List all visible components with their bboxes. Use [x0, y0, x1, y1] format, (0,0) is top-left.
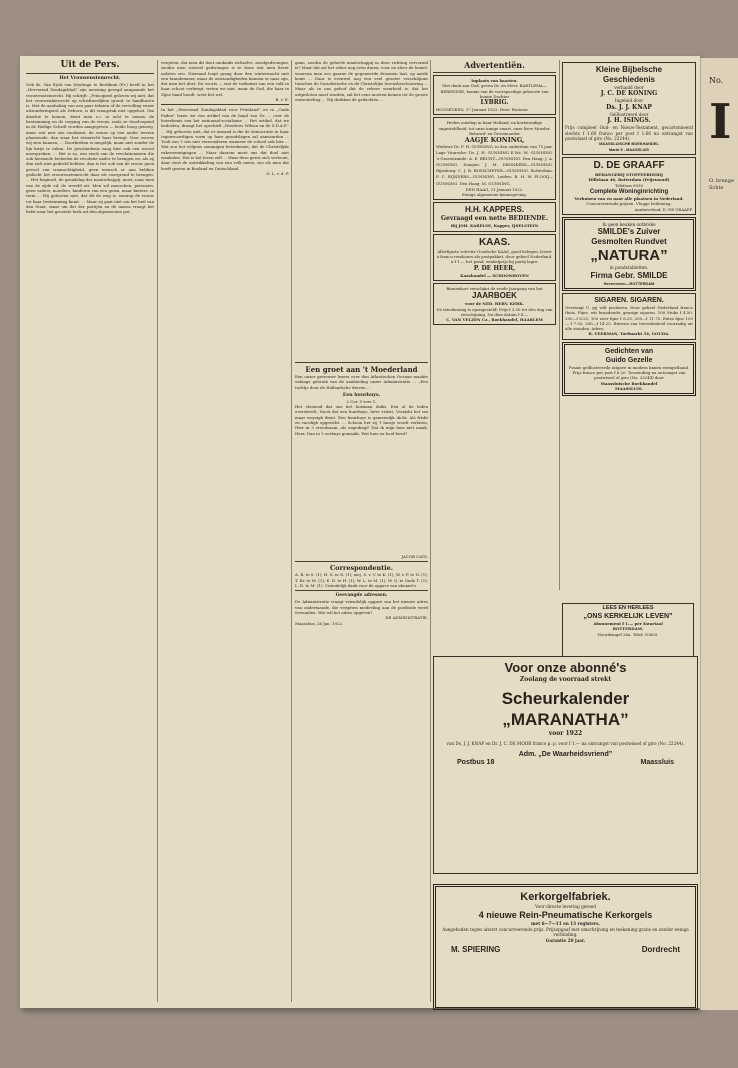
gezelle-ad: [562, 342, 696, 396]
ad-title: KAAS.: [478, 236, 511, 248]
next-page-fragment: O, brenge Schte: [709, 178, 734, 191]
advertisements-heading: Advertentiën.: [464, 60, 525, 70]
ad-city: ROTTERDAM.: [612, 626, 644, 632]
kerkelijk-leven-ad: [562, 603, 694, 657]
divider: [26, 73, 154, 74]
ad-year: voor 1922: [548, 730, 583, 737]
announcement-date: DEN HAAG, 21 Januari 1922.: [465, 186, 524, 192]
next-page-fragment: I: [709, 94, 732, 150]
ad-title: Kerkorgelfabriek.: [520, 891, 611, 903]
column-divider: [430, 60, 431, 1002]
ad-title: LEES EN HERLEES: [602, 605, 654, 611]
column-divider: [559, 60, 560, 590]
section-title: Uit de Pers.: [60, 60, 120, 70]
poem-title: Een huurhuys.: [342, 392, 381, 398]
announcement-name: LYBRIG.: [480, 99, 509, 107]
article-body: In het „Hervormd Zondagsblad voor Friesland” en in „Oude Paden” lezen we een artikel van de hand van Dr. ... over de beteekenis van het nationaal-socialisme ... Het artikel, dat we bedoelen, draagt het opschrift „Woodrow Wilson en de S.D.A.P.” ... Wij gelooven niet, dat er iemand is die de democratie in haar tegenwoordigen vorm op hare grondslagen zal aanvaarden ... Tooh zou 't ons niet verwonderen wanneer de school ook hier ... Wat zou het volgens sommigen beteekenen, dat de Christelijke vakvereenigingen ... Maar daarom moet ons dat doel niet wankelen. Het is het leven zelf ... Waar deze geest zich vertoont, daar stort de ontwikkeling van een volk ineen, zoo als men dat heeft gezien in Rusland en Duitschland.: [161, 107, 289, 171]
ad-shop: MAASSLUISCHE BOEKHANDEL: [599, 141, 659, 147]
announcement-note: Eenige algemeene kennisgeving.: [462, 192, 527, 198]
ad-publisher: C. VAN VELZEN Cz., Boekhandel, HAARLEM: [446, 317, 543, 323]
divider: [433, 72, 556, 73]
poem-body: Het vloeiend dat ons het huisman duikt, Een al de leden overstreelt. Nooit dat een huurhuys, lieve vrient, Veraisht het om maar weyzigh dient. Een huurhuys is gemeenlijk dicht, Als frisht en vaceligh opgericht. ... Schoon het zij 't huisje wordt verlaten, Hier in 't vreedsaam, als ongedingt! Dat ik mijn huis niet maak, Heer, Dan in 't oerhuys gemaakt, Wat huis en hoof besit?: [295, 404, 428, 436]
next-page-fragment: No.: [709, 76, 724, 85]
ad-firm: Firma Gebr. SMILDE: [590, 270, 668, 280]
article-title: Een groet aan 't Moederland: [305, 365, 418, 374]
ad-name: H.H. KAPPERS.: [464, 205, 525, 215]
ad-title: SIGAREN. SIGAREN.: [594, 296, 664, 304]
notice-title: Geevangde adressen.: [335, 593, 388, 599]
ad-by: verhaald door: [614, 85, 644, 90]
correspondence-title: Correspondentie.: [329, 564, 394, 573]
ad-address: Hillelaan 46, Rotterdam (Feijenoord): [588, 177, 670, 183]
ad-product-name: „MARANATHA”: [502, 710, 629, 729]
de-graaff-ad: [562, 157, 696, 215]
ad-author: Ds. J. J. KNAP: [606, 103, 652, 111]
ad-trade: BEHANGERIJ STOFFEERDERIJ: [594, 172, 664, 178]
ad-guarantee: Garantie 20 jaar.: [545, 937, 586, 943]
newspaper-page: [20, 56, 700, 1008]
notice-date: Maassluis, 26 Jan. 1922.: [295, 620, 344, 626]
correspondence-body: A. B. te S. (1); H. S. te N. (1); mej. S. v. V. te K. (1); W. v. P. te N. (1); T. Kr. te M. (1); E. D. te H. (1); W. L. te M. (1); W. Q. te Oude T. (1); L. R. te M. (1). Vriendelijk dank voor de opgave van abonné's.: [295, 572, 428, 589]
ad-illustrator: J. H. ISINGS.: [607, 117, 651, 125]
ad-address: Bij JOH. KARELSE, Kapper, IJSELSTEIN: [450, 223, 539, 229]
poem-signature: JACOB CATS.: [401, 554, 428, 560]
ad-title-2: Guido Gezelle: [605, 356, 653, 364]
ad-body: Overtuigt U, gij wilt proberen. Door geheel Nederland franco thuis. Fijne, wit brandende, geurige sigaren. 100 Stuks f 4.50, 200—f 8.25, 100 zeer fijne f 6.25, 200—f 11.75. Extra fijne 100 — f 7.50, 200—f 14.25. Brieven van tevredenheid voorradig uit alle standen. Adres:: [565, 304, 693, 332]
ad-price: Abonnement f 1.— per Kwartaal: [593, 621, 663, 626]
ad-body: Allerfijnste volvette Goudsche KAAS, goed belegen, levert à franco rembours als postpakket, door geheel Nederland, à f 1.— het pond, winkelprijs bij partij lager.: [436, 248, 553, 265]
ad-city: Heerenveen—ROTTERDAM: [603, 280, 655, 286]
ad-address: Kaashandel — SCHOONHOVEN: [460, 272, 529, 278]
poem-reference: 2 Cor. 5 vers 1.: [346, 398, 377, 404]
kappers-ad: [433, 202, 556, 231]
spacer: [562, 658, 694, 662]
announcement-name: AAGJE KONING,: [464, 136, 525, 145]
ad-title: Kleine Bijbelsche: [595, 65, 663, 74]
ad-main: 4 nieuwe Rein-Pneumatische Kerkorgels: [478, 910, 653, 921]
ad-subtitle: Gesmolten Rundvet: [591, 237, 667, 247]
ad-subtitle: Zoolang de voorraad strekt: [519, 676, 612, 683]
divider: [161, 104, 289, 105]
ad-name: D. DE GRAAFF: [593, 160, 665, 172]
ad-signature: Aanbevelend, D. DE GRAAFF.: [634, 206, 693, 212]
ad-name: M. SPIERING: [451, 945, 501, 955]
column-divider: [291, 60, 292, 1002]
column-advertisements-right: [562, 60, 696, 600]
article-signature: B. v. E.: [275, 97, 289, 103]
ad-city: Maassluis: [640, 759, 674, 767]
announcement-body: Met dank aan God, geven Dr. en Mevr. BARTLEMA—BERENDSE, kennis van de voorspoedige geboorte van hunne Dochter: [440, 83, 549, 99]
ad-title-2: Geschiedenis: [602, 75, 656, 84]
natura-ad: [562, 217, 696, 291]
ad-name: „ONS KERKELIJK LEVEN”: [583, 613, 673, 620]
divider: [295, 590, 428, 591]
announcement-families: Lage Vuursche: Ds. J. H. GUNNING E.Wz. M. GUNNING. 's-Gravenzande: A. E. BRUNT—GUNNING. Den Haag: J. A. GUNNING. Dongen: J. M. DRONKERS—GUNNING. Rijnsburg: C. J. B. BOSSCHETER—GUNNING. Rotterdam: F. C. RIJNDERS—GUNNING. Leiden: B. H. W. PLOOIJ—GUNNING. Den Haag: M. GUNNING.: [436, 149, 553, 186]
ad-phone: Telefoon 9930: [615, 182, 643, 188]
ad-body: Fraaie geïllustreerde uitgave in modern linnen stempelband. Prijs franco per post f 6.20. Toezending na ontvangst van postwissel of giro (No. 22244) door: [568, 364, 690, 381]
ad-signature-row: [439, 945, 692, 954]
ad-city: Dordrecht: [641, 945, 680, 955]
ad-intro: Voor directe levering gereed: [535, 904, 596, 909]
article-subtitle: Het Vrouwenstemrecht.: [59, 76, 121, 81]
jaarboek-ad: [433, 283, 556, 325]
ad-body: Verhuizen van en naar alle plaatsen in Nederland.: [574, 195, 684, 201]
ad-pack: in pondstabletten.: [609, 265, 649, 271]
ad-subtitle: voor de NED. HERV. KERK.: [465, 301, 524, 307]
ad-extra: Concurreerende prijzen. Vlugge bediening.: [586, 201, 672, 207]
kerkorgel-ad: [433, 884, 698, 1010]
announcement-title: Inplaats van kaarten.: [471, 78, 518, 83]
ad-body: Gevraagd een nette BEDIENDE.: [440, 215, 549, 223]
ad-address: R. VEERMAN, Turfmarkt 54, GOUDA.: [588, 331, 670, 337]
announcement-sub: Weduwe Dr. F. H. GUNNING, in den ouderdom van 75 jaar.: [436, 144, 553, 150]
ad-illustrator-label: Geïllustreerd door: [609, 111, 649, 117]
ad-body: Aangeboden tegen uiterst concurreerende prijs. Prijsopgaaf met omschrijving en teekening gratis en zonder eenige verbinding.: [442, 926, 689, 938]
ad-intro: In geen keuken ontbreke: [602, 221, 656, 227]
notice-body: De Administratie vraagt vriendelijk opgave van het nieuwe adres van ondertaande, die vergeten medeeling aan de postbode werd verzonden. Wie wil het adres opgeven?: [295, 599, 428, 615]
article-signature: G. L. v. d. P.: [266, 170, 289, 176]
ad-brand: SMILDE's Zuiver: [597, 227, 661, 237]
ad-body: van Ds. J. J. KNAP en Dr. J. C. DE MOOR franco p. p. voor f 1.— na ontvangst van postwissel of giro (No. 22244).: [446, 741, 685, 746]
announcement-place: HOOGEVEEN, 17 Januari 1922. Herv. Pastorie.: [436, 107, 530, 113]
ad-spec: met 6—7—11 en 13 registers.: [531, 921, 600, 927]
ad-price: Prijs compleet Oud- en Nieuw-Testament, gecartonneerd slechts f 1.60 franco per post f 1.66 na ontvangst van postwissel of giro (No. 22244).: [565, 125, 693, 142]
ad-title: JAARBOEK: [472, 291, 517, 301]
ad-postbus: Postbus 18: [457, 759, 495, 767]
column-divider: [157, 60, 158, 1002]
bijbelsche-geschiedenis-ad: [562, 62, 696, 155]
divider: [295, 362, 428, 363]
ad-product: Scheurkalender: [501, 689, 630, 708]
death-announcement: [433, 117, 556, 200]
article-body: gaan, zoodra de geheele maatschappij in deze richting vervormd is? Maar dat zal het zeker nog even duren, voor en aleer de hemel, waarvan men zoo gaarne de gegeneerde droomen laat, op aarde komt ... Daar is evenwel nog een veel grooter verschilpunt tusschen de Socialistische en de Christelijke levensbeschouwing ... Maar als in ons geloof dat de zekere waarheid is, dat het uitgesloten moet worden, zal het eens moeten komen tot de groote omwenteling ... Wij drukken de gedachten ...: [295, 60, 428, 103]
maranatha-ad: [433, 656, 698, 874]
ad-address-row: [437, 759, 694, 766]
article-body: vergeten, dat men dit doet omdanks zichzelve, noodgedwongen, zoodra men zooveel gedwongen is te doen wat men liever nalaten zou. Niemand loopt graag door den wintermacht met een brandemmer, maar de omstandigheden kunnen er naar zijn, dat men het doet. En voorts — wat de toekomst van een volk in haar schoot verbergt, weten we niet, maar de God, die haar in Zijne hand houdt, weet het wel.: [161, 60, 289, 97]
sigaren-ad: [562, 293, 696, 340]
ad-name: P. DE HEER,: [473, 264, 516, 272]
ad-admin: Adm. „De Waarheidsvriend”: [518, 751, 613, 759]
article-body: Ook ds. Van Eyck van Hoytinga te Berlikum (Fr.) heeft in het „Hervormd Zondagsblad” zijn meening gezegd aangaande het vrouwenstemrecht. Hij schrijft: „Principieel geloven wij niet, dat het vrouwenkiesrecht op schriftuurlijken grond, te handhaven is. Met de aanhaling van een paar teksten of de vervulling eener uitzonderingsrol als Debora, is dit vraagstuk niet opgelost. Om daarbie te komen, dient men o.i. in acht te nemen de bestemming en de roeping van de vrouw, zoals ze doorloopend in de Heilige Schrift worden aangegeven — beide hoog genoeg, maar wat met ons voorkomt, de vrouw op een ander terrein plaatsende, dan waar het stemrecht haar brengt. Voor zoover wij zien kunnen, ... Doorbreken is mogelijk, maar niet zonder de lijn kwijt te raken. De geschiedenis zaag hier ook een woord meespreken, ... Het is zo, een eisch van de revolutionairen die ook hiermede bedoelen de revolutie nader te brengen en, als zij dan zich niet gedoeld hebben, dan is het ook van de vrouw geen gevoel van waarachtigheid, geen mensch er aan hebben gedacht het vrouwenstemrecht daar als voorgrond te brengen. ... Het beginsel, de grondslag der maatschappij, moet, naar men van de zijde vif, de wereld uit. Men wil menschen, personen, geen vaders, moeders, kinderen van een gezin, maar kiezers, in trein ... Wij gelooven niet, dat dit de weg is, waarop de vrouw tot haar bestemming komt. ... Maar zij gaat niet om het heil van den Staat, maar om dat der partijen en de massa vraagt het liefst naar het grootste brok uit den algemeenen pot.: [26, 82, 154, 215]
ad-product-name: „NATURA”: [590, 247, 668, 265]
notice-signature: DE ADMINISTRATIE.: [385, 615, 428, 621]
column-press-review-continued: [161, 60, 289, 1002]
next-page-edge: [700, 58, 738, 1010]
ad-with: Ingeleid door: [614, 98, 644, 104]
kaas-ad: [433, 234, 556, 281]
divider: [295, 561, 428, 562]
birth-announcement: [433, 75, 556, 115]
ad-title: Gedichten van: [604, 347, 654, 355]
article-body: Een onzer getrouwe lezers over den Atlantischen Oceaan maakte onlangs gebruik van de aanbieding onzer Administratie ... „Een tochtje door de Hollandsche dreven ...: [295, 374, 428, 390]
announcement-intro: Heden ontsliep in haar Heiland, na kortstondige ongesteldheid, tot onze innige smart, onze lieve Moeder, Behuwd- en Grootmoeder: [438, 120, 551, 137]
ad-title: Voor onze abonné's: [504, 660, 627, 675]
ad-author: J. C. DE KONING: [600, 90, 658, 98]
ad-address: Markt 9 - MAASSLUIS: [609, 146, 649, 152]
column-press-review: [26, 60, 154, 1002]
ad-city: MAASSLUIS.: [615, 385, 643, 391]
ad-main: Complete Woninginrichting: [589, 188, 669, 195]
ad-price: De inteekening is opengesteld! Prijs f 3.50 tot den dag van verschijning. Na dien datum f 4.—: [436, 306, 553, 317]
ad-intro: Binnenkort verschijnt de zesde Jaargang van het: [446, 285, 543, 291]
column-articles: [295, 60, 428, 1002]
ad-shop: Maassluische Boekhandel: [600, 380, 658, 386]
ad-address: Noordsingel 26a. Telef. 10839.: [597, 631, 659, 637]
